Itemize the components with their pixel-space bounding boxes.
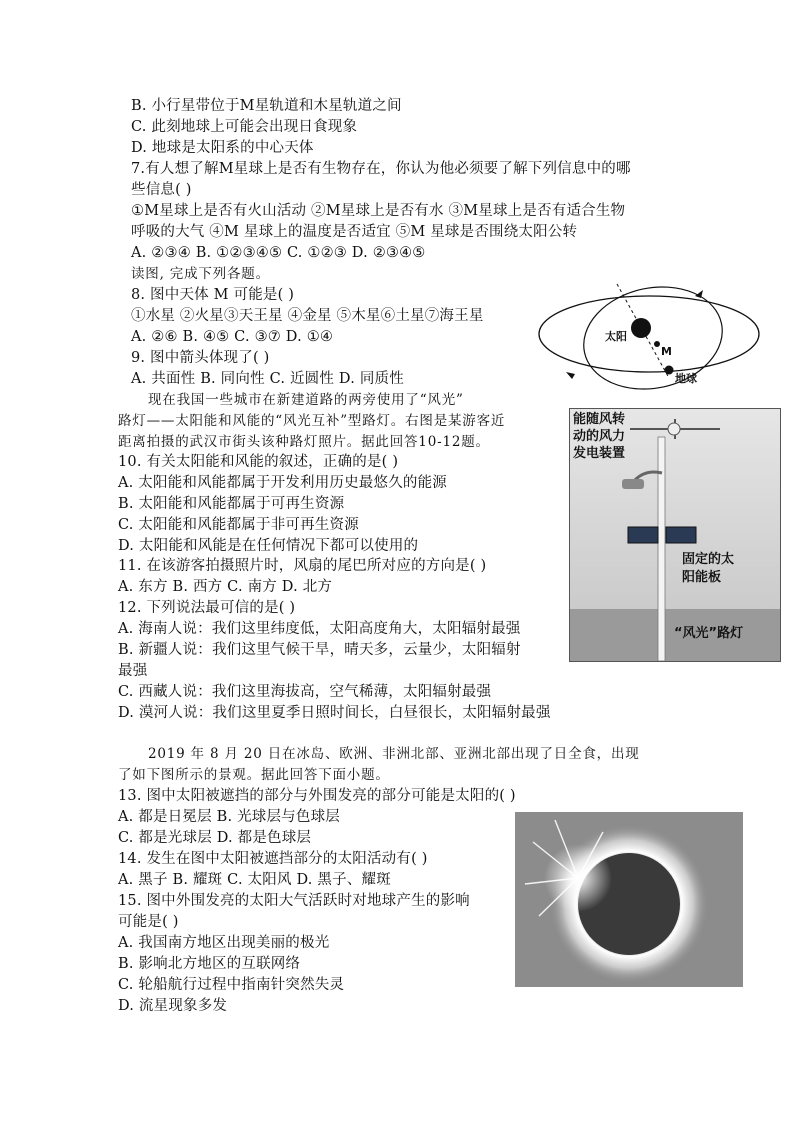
q12-option-b: B. 新疆人说：我们这里气候干旱，晴天多，云量少，太阳辐射 [118, 642, 521, 658]
q7-options: A. ②③④ B. ①②③④⑤ C. ①②③ D. ②③④⑤ [131, 245, 426, 261]
q11-options: A. 东方 B. 西方 C. 南方 D. 北方 [118, 579, 333, 595]
q10-stem: 10. 有关太阳能和风能的叙述，正确的是( ) [118, 454, 399, 470]
lamp-passage-1: 现在我国一些城市在新建道路的两旁使用了“风光” [148, 392, 464, 408]
lamp-passage-2: 路灯——太阳能和风能的“风光互补”型路灯。右图是某游客近 [118, 413, 506, 429]
q9-stem: 9. 图中箭头体现了( ) [131, 350, 270, 366]
lamp-caption-bottom: “风光”路灯 [674, 626, 744, 641]
q15-option-d: D. 流星现象多发 [118, 998, 228, 1014]
q12-option-d: D. 漠河人说：我们这里夏季日照时间长，白昼很长，太阳辐射最强 [118, 705, 551, 721]
q7-stem: 7.有人想了解M星球上是否有生物存在，你认为他必须要了解下列信息中的哪 [131, 161, 631, 177]
eclipse-passage-2: 了如下图所示的景观。据此回答下面小题。 [118, 767, 390, 783]
lamp-caption-top-3: 发电装置 [573, 446, 626, 461]
q9-options: A. 共面性 B. 同向性 C. 近圆性 D. 同质性 [131, 371, 404, 387]
q13-options-cd: C. 都是光球层 D. 都是色球层 [118, 830, 312, 846]
diagram-intro: 读图, 完成下列各题。 [131, 266, 270, 282]
m-label: M [661, 345, 672, 358]
q12-stem: 12. 下列说法最可信的是( ) [118, 600, 296, 616]
q15-option-b: B. 影响北方地区的互联网络 [118, 956, 301, 972]
orbit-diagram [535, 282, 763, 392]
q10-option-c: C. 太阳能和风能都属于非可再生资源 [118, 517, 359, 533]
q15-option-c: C. 轮船航行过程中指南针突然失灵 [118, 977, 345, 993]
q13-stem: 13. 图中太阳被遮挡的部分与外围发亮的部分可能是太阳的( ) [118, 788, 516, 804]
earth-label: 地球 [675, 372, 697, 385]
q8-stem: 8. 图中天体 M 可能是( ) [131, 287, 295, 303]
eclipse-passage-1: 2019 年 8 月 20 日在冰岛、欧洲、非洲北部、亚洲北部出现了日全食，出现 [148, 746, 640, 762]
q14-options: A. 黑子 B. 耀斑 C. 太阳风 D. 黑子、耀斑 [118, 872, 391, 888]
q7-stem-cont: 些信息( ) [131, 182, 192, 198]
q15-option-a: A. 我国南方地区出现美丽的极光 [118, 935, 330, 951]
q10-option-b: B. 太阳能和风能都属于可再生资源 [118, 496, 345, 512]
q6-option-c: C. 此刻地球上可能会出现日食现象 [131, 119, 358, 135]
q10-option-a: A. 太阳能和风能都属于开发利用历史最悠久的能源 [118, 475, 447, 491]
q7-items-2: 呼吸的大气 ④M 星球上的温度是否适宜 ⑤M 星球是否围绕太阳公转 [131, 224, 578, 240]
lamp-caption-top-2: 动的风力 [573, 429, 626, 444]
q12-option-b-cont: 最强 [118, 663, 148, 679]
q12-option-c: C. 西藏人说：我们这里海拔高，空气稀薄，太阳辐射最强 [118, 684, 492, 700]
lamp-passage-3: 距离拍摄的武汉市街头该种路灯照片。据此回答10-12题。 [118, 434, 490, 450]
q14-stem: 14. 发生在图中太阳被遮挡部分的太阳活动有( ) [118, 851, 428, 867]
q8-items: ①水星 ②火星③天王星 ④金星 ⑤木星⑥土星⑦海王星 [131, 308, 484, 324]
q7-items-1: ①M星球上是否有火山活动 ②M星球上是否有水 ③M星球上是否有适合生物 [131, 203, 626, 219]
q10-option-d: D. 太阳能和风能是在任何情况下都可以使用的 [118, 538, 419, 554]
wind-solar-lamp-photo [569, 408, 781, 662]
q11-stem: 11. 在该游客拍摄照片时，风扇的尾巴所对应的方向是( ) [118, 558, 487, 574]
lamp-caption-mid-1: 固定的太 [682, 552, 735, 567]
q13-options-ab: A. 都是日冕层 B. 光球层与色球层 [118, 809, 340, 825]
q6-option-d: D. 地球是太阳系的中心天体 [131, 140, 314, 156]
q6-option-b: B. 小行星带位于M星轨道和木星轨道之间 [131, 98, 402, 114]
q8-options: A. ②⑥ B. ④⑤ C. ③⑦ D. ①④ [131, 329, 334, 345]
q15-stem: 15. 图中外围发亮的太阳大气活跃时对地球产生的影响 [118, 893, 470, 909]
solar-eclipse-photo [515, 812, 743, 987]
q12-option-a: A. 海南人说：我们这里纬度低，太阳高度角大，太阳辐射最强 [118, 621, 521, 637]
lamp-caption-top-1: 能随风转 [573, 412, 626, 427]
sun-label: 太阳 [605, 330, 627, 343]
lamp-caption-mid-2: 阳能板 [682, 570, 722, 585]
q15-stem-cont: 可能是( ) [118, 914, 179, 930]
